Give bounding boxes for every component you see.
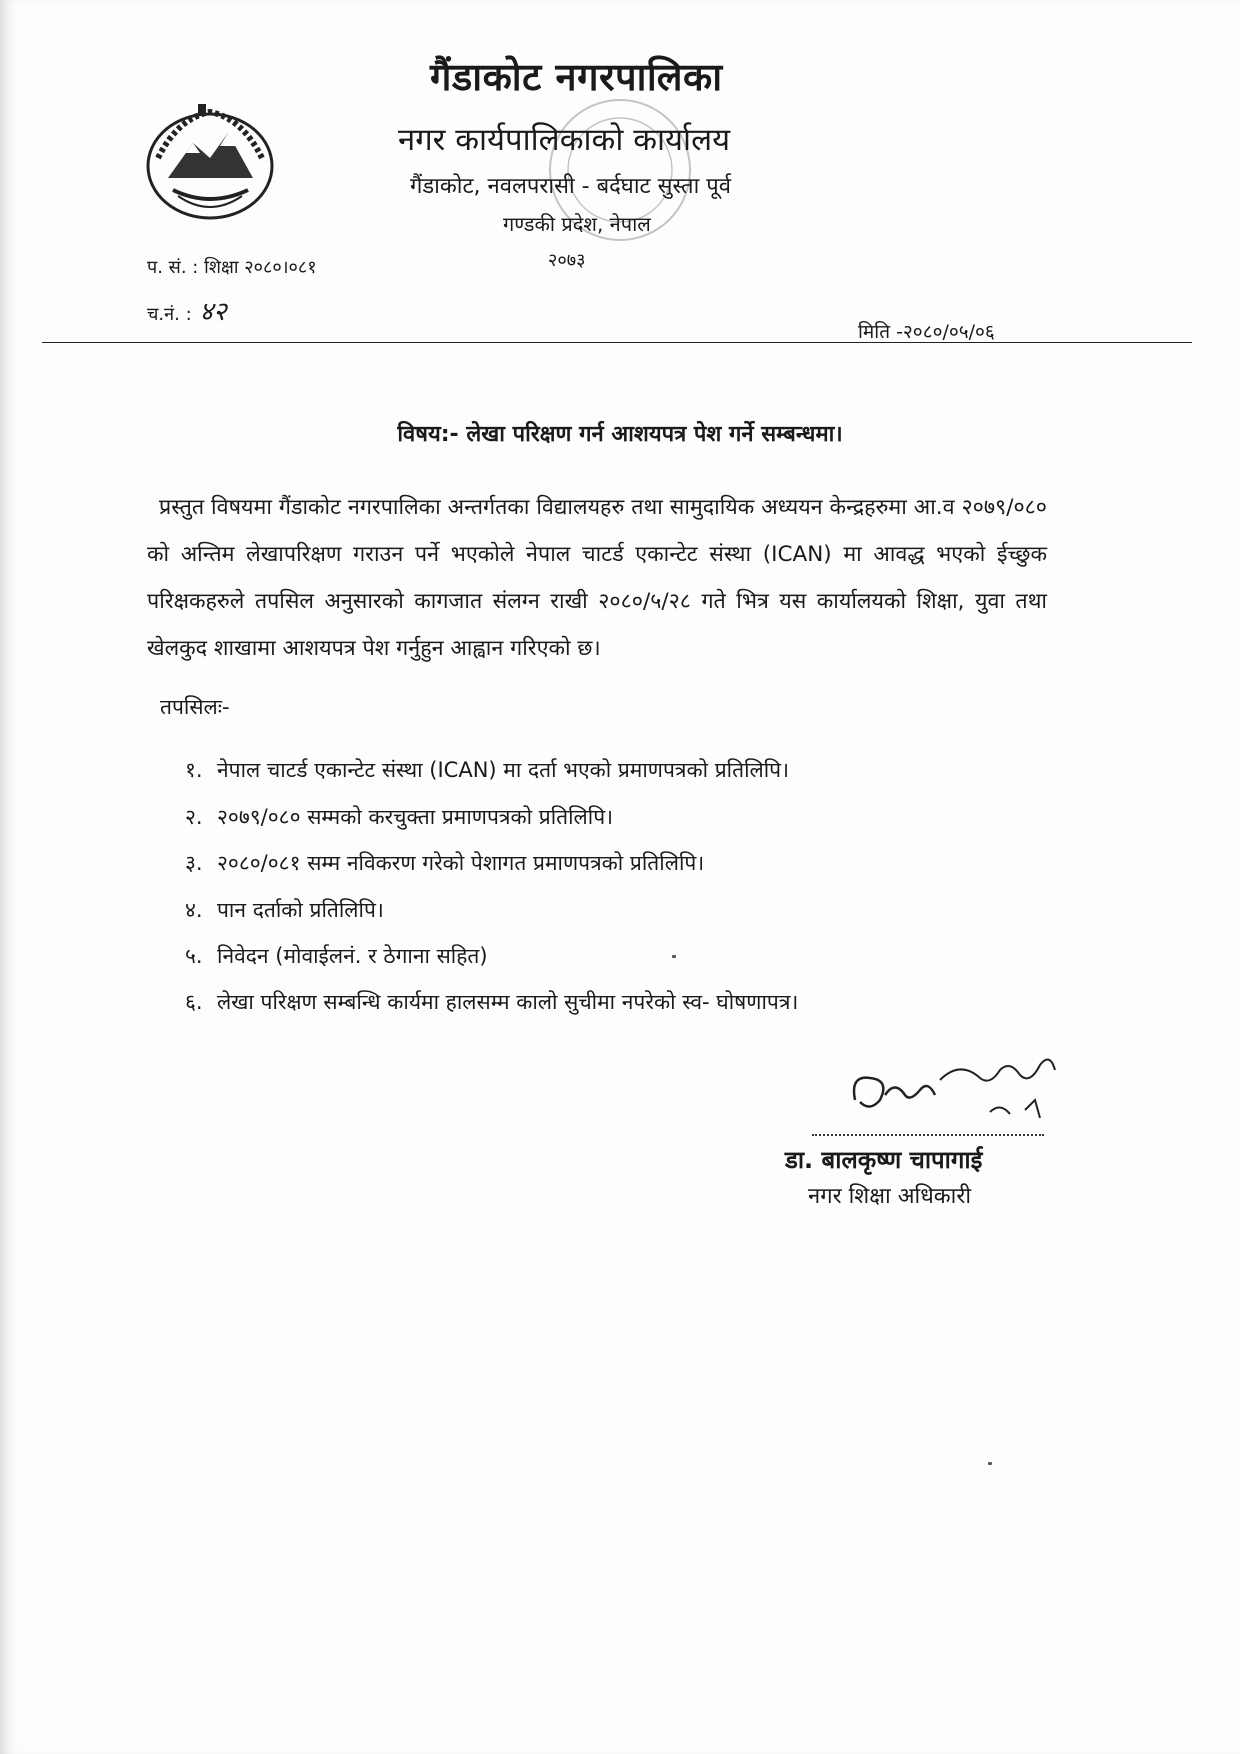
signatory-title: नगर शिक्षा अधिकारी	[808, 1184, 972, 1209]
list-item	[185, 756, 789, 784]
org-name: गैंडाकोट नगरपालिका	[430, 55, 723, 99]
list-item	[185, 988, 798, 1016]
list-item-number: ६.	[185, 990, 203, 1014]
letter-date: मिति -२०८०/०५/०६	[858, 321, 995, 343]
list-item-text: २०७९/०८० सम्मको करचुक्ता प्रमाणपत्रको प्रतिलिपि।	[217, 805, 614, 829]
list-item-text: नेपाल चाटर्ड एकान्टेट संस्था (ICAN) मा दर्ता भएको प्रमाणपत्रको प्रतिलिपि।	[217, 758, 790, 782]
list-item-number: २.	[185, 805, 203, 829]
details-heading: तपसिलः-	[160, 695, 230, 719]
list-item-text: २०८०/०८१ सम्म नविकरण गरेको पेशागत प्रमाणपत्रको प्रतिलिपि।	[217, 851, 705, 875]
scan-speck	[988, 1462, 992, 1465]
dispatch-label: च.नं. :	[147, 304, 192, 325]
nepal-emblem-icon	[138, 98, 283, 223]
reference-number: प. सं. : शिक्षा २०८०।०८१	[147, 257, 317, 278]
list-item	[185, 942, 488, 970]
established-year: २०७३	[548, 250, 586, 271]
list-item-text: पान दर्ताको प्रतिलिपि।	[217, 898, 384, 922]
list-item	[185, 803, 613, 831]
letter-subject: विषय:- लेखा परिक्षण गर्न आशयपत्र पेश गर्ने सम्बन्धमा।	[397, 422, 843, 447]
office-address: गैंडाकोट, नवलपरासी - बर्दघाट सुस्ता पूर्व	[410, 174, 731, 199]
list-item-number: ४.	[185, 898, 203, 922]
list-item-number: ५.	[185, 944, 203, 968]
office-province: गण्डकी प्रदेश, नेपाल	[503, 212, 651, 236]
handwritten-signature	[840, 1040, 1070, 1130]
list-item-number: १.	[185, 758, 203, 782]
dispatch-value: ४२	[199, 297, 227, 327]
list-item-text: लेखा परिक्षण सम्बन्धि कार्यमा हालसम्म कालो सुचीमा नपरेको स्व- घोषणापत्र।	[217, 990, 799, 1014]
dispatch-number	[147, 292, 227, 328]
list-item-text: निवेदन (मोवाईलनं. र ठेगाना सहित)	[217, 944, 488, 968]
signatory-name: डा. बालकृष्ण चापागाई	[785, 1146, 983, 1174]
signature-line	[812, 1134, 1044, 1136]
list-item	[185, 849, 704, 877]
list-item	[185, 896, 384, 924]
letter-body: प्रस्तुत विषयमा गैंडाकोट नगरपालिका अन्तर्गतका विद्यालयहरु तथा सामुदायिक अध्ययन केन्द्रहरुमा आ.व २०७९/०८० को अन्तिम लेखापरिक्षण गराउन पर्ने भएकोले नेपाल चाटर्ड एकान्टेट संस्था (ICAN) मा आवद्ध भएको ईच्छुक परिक्षकहरुले तपसिल अनुसारको कागजात संलग्न राखी २०८०/५/२८ गते भित्र यस कार्यालयको शिक्षा, युवा तथा खेलकुद शाखामा आशयपत्र पेश गर्नुहुन आह्वान गरिएको छ।	[147, 495, 1047, 661]
office-name: नगर कार्यपालिकाको कार्यालय	[398, 122, 731, 158]
list-item-number: ३.	[185, 851, 203, 875]
header-divider	[42, 342, 1192, 343]
scan-speck	[672, 955, 676, 958]
